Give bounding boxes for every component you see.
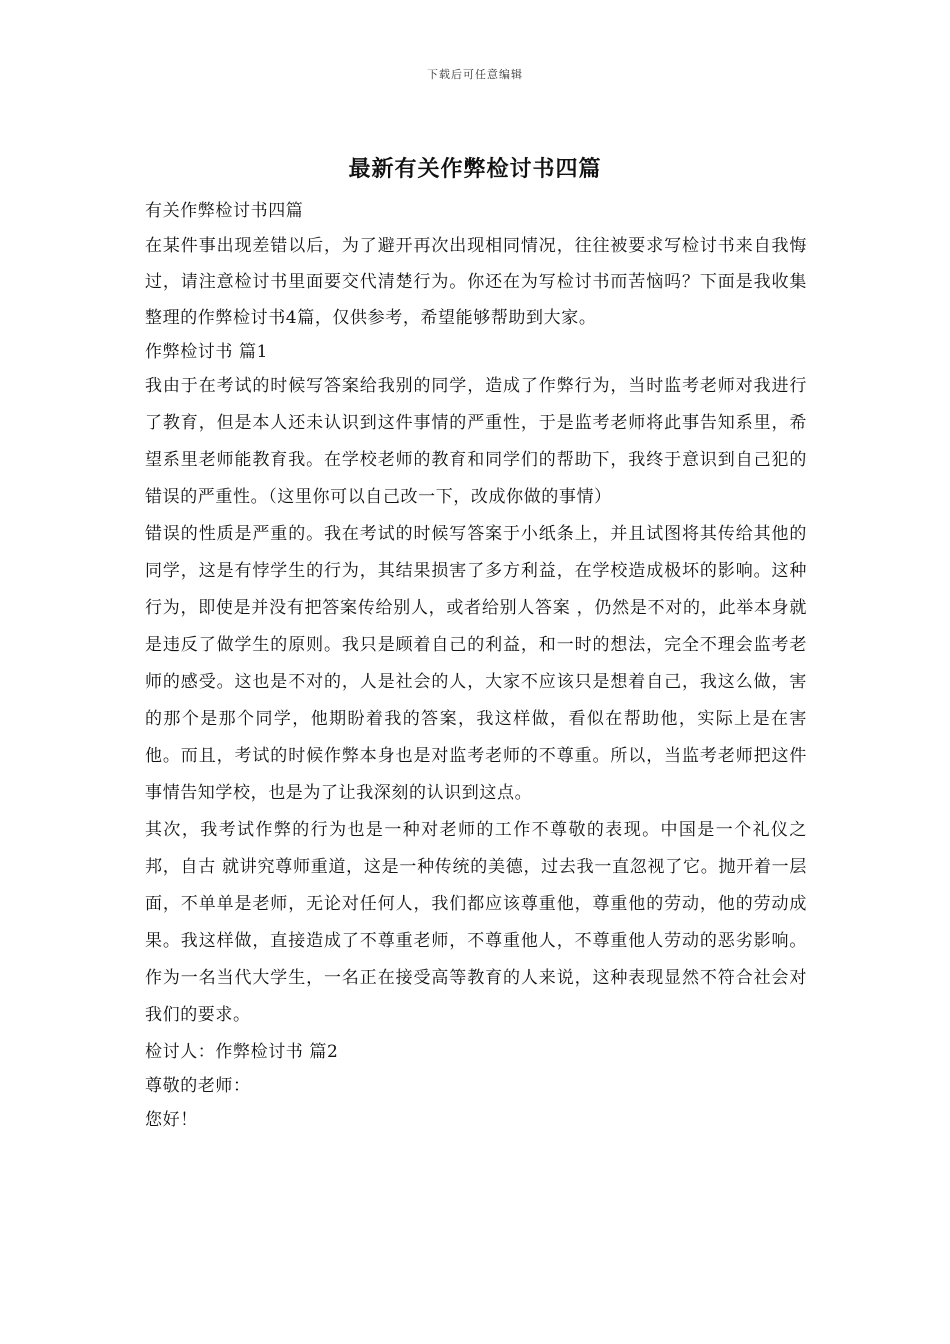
header-note: 下载后可任意编辑 — [427, 68, 523, 81]
paragraph: 错误的性质是严重的。我在考试的时候写答案于小纸条上，并且试图将其传给其他的同学，这是有悖学生的行为，其结果损害了多方利益，在学校造成极坏的影响。这种行为，即使是并没有把答案传给别人，或者给别人答案 ，仍然是不对的，此举本身就是违反了做学生的原则。我只是顾着自己的利益，和一时的想法，完全不理会监考老师的感受。这也是不对的，人是社会的人，大家不应该只是想着自己，我这么做，害的那个是那个同学，他期盼着我的答案，我这样做，看似在帮助他，实际上是在害他。而且，考试的时候作弊本身也是对监考老师的不尊重。所以，当监考老师把这件事情告知学校，也是为了让我深刻的认识到这点。 — [145, 524, 807, 803]
intro-paragraph: 在某件事出现差错以后，为了避开再次出现相同情况，往往被要求写检讨书来自我悔过，请注意检讨书里面要交代清楚行为。你还在为写检讨书而苦恼吗？下面是我收集整理的作弊检讨书4篇，仅供参考，希望能够帮助到大家。 — [145, 236, 807, 328]
paragraph: 其次，我考试作弊的行为也是一种对老师的工作不尊敬的表现。中国是一个礼仪之邦，自古 就讲究尊师重道，这是一种传统的美德，过去我一直忽视了它。抛开着一层面，不单单是老师，无论对任何人，我们都应该尊重他，尊重他的劳动，他的劳动成果。我这样做，直接造成了不尊重老师，不尊重他人，不尊重他人劳动的恶劣影响。作为一名当代大学生，一名正在接受高等教育的人来说，这种表现显然不符合社会对我们的要求。 — [145, 820, 807, 1025]
section-heading: 作弊检讨书 篇1 — [145, 342, 269, 362]
document-body — [145, 196, 807, 1138]
greeting: 您好！ — [145, 1110, 198, 1130]
paragraph: 我由于在考试的时候写答案给我别的同学，造成了作弊行为，当时监考老师对我进行了教育，但是本人还未认识到这件事情的严重性，于是监考老师将此事告知系里，希望系里老师能教育我。在学校老师的教育和同学们的帮助下，我终于意识到自己犯的错误的严重性。（这里你可以自己改一下，改成你做的事情） — [145, 376, 807, 507]
salutation: 尊敬的老师： — [145, 1076, 251, 1096]
document-subtitle: 有关作弊检讨书四篇 — [145, 201, 304, 221]
document-title: 最新有关作弊检讨书四篇 — [348, 156, 602, 182]
signature-line: 检讨人：作弊检讨书 篇2 — [145, 1042, 339, 1062]
